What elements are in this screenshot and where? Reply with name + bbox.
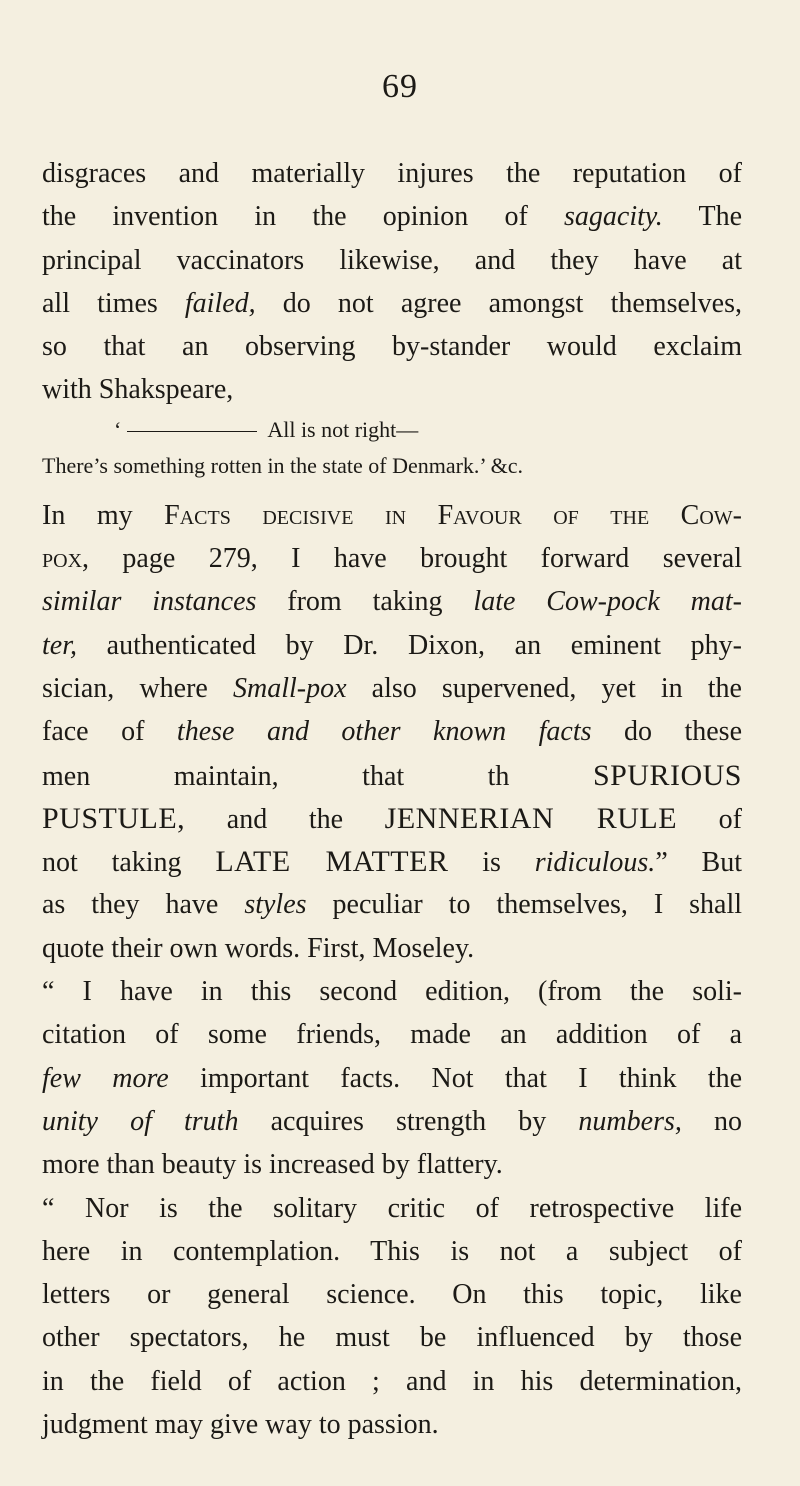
text-run: no (681, 1105, 742, 1137)
text-run: face of (42, 716, 177, 748)
text-run: as they have (42, 889, 245, 921)
text-line (42, 494, 742, 537)
text-run: do these (591, 716, 743, 748)
text-line (42, 368, 742, 411)
text-line (42, 754, 742, 797)
italic-run: ter, (42, 629, 77, 661)
text-line (42, 970, 742, 1013)
text-run: here in contemplation. This is not a subject of (42, 1235, 742, 1267)
quote-dash-rule (127, 431, 257, 432)
text-run: authenticated by Dr. Dixon, an eminent phy- (77, 629, 742, 661)
text-line (42, 1057, 742, 1100)
quote-line-1-text: All is not right— (267, 416, 419, 442)
text-line (42, 624, 742, 667)
text-line (42, 195, 742, 238)
text-run: “ Nor is the solitary critic of retrospective life (42, 1192, 742, 1224)
page-number: 69 (382, 68, 418, 105)
capitals-run: LATE MATTER (215, 845, 449, 879)
text-run: all times (42, 287, 185, 319)
text-run: other spectators, he must be influenced by those (42, 1322, 742, 1354)
text-line (42, 537, 742, 580)
capitals-run: SPURIOUS (592, 758, 742, 792)
text-run: principal vaccinators likewise, and they have at (42, 244, 742, 276)
text-run: is (448, 847, 535, 879)
text-run: from taking (256, 586, 474, 618)
text-line (42, 927, 742, 970)
text-run: In my (42, 499, 165, 531)
small-caps-run: pox, (42, 543, 90, 575)
text-run: quote their own words. First, Moseley. (42, 932, 475, 964)
text-line (42, 325, 742, 368)
italic-run: sagacity. (564, 201, 663, 233)
text-run: judgment may give way to passion. (42, 1409, 439, 1441)
text-line (42, 1143, 742, 1186)
quote-line-1 (42, 412, 742, 448)
italic-run: similar instances (42, 586, 257, 618)
italic-run: styles (244, 889, 307, 921)
italic-run: ridiculous. (534, 847, 656, 879)
capitals-run: JENNERIAN RULE (384, 801, 678, 835)
italic-run: these and other known facts (176, 716, 592, 748)
text-run: so that an observing by-stander would exclaim (42, 331, 742, 363)
text-line (42, 1013, 742, 1056)
quote-line-2: There’s something rotten in the state of Denmark.’ &c. (42, 452, 524, 478)
text-run: peculiar to themselves, I shall (306, 889, 742, 921)
text-line (42, 1100, 742, 1143)
text-run: important facts. Not that I think the (168, 1062, 742, 1094)
paragraph-facts (42, 494, 742, 1447)
italic-run: unity of truth (42, 1105, 239, 1137)
text-run: do not agree amongst themselves, (255, 287, 742, 319)
paragraph-shakspeare (42, 152, 742, 412)
text-run: with Shakspeare, (42, 374, 234, 406)
small-caps-run: Facts decisive in Favour of the Cow- (164, 499, 742, 531)
text-run: letters or general science. On this topic, like (42, 1279, 742, 1311)
text-run: sician, where (42, 672, 233, 704)
text-run: ” But (655, 847, 742, 879)
text-run: disgraces and materially injures the reputation of (42, 158, 742, 189)
text-run: of (677, 803, 743, 835)
text-run: page 279, I have brought forward several (89, 543, 742, 575)
text-run: in the field of action ; and in his determination, (42, 1365, 742, 1397)
text-line (42, 239, 742, 282)
quote-open-mark: ‘ (114, 416, 122, 442)
capitals-run: PUSTULE, (42, 801, 186, 835)
text-line (42, 580, 742, 623)
text-run: The (662, 201, 743, 233)
italic-run: few more (42, 1062, 169, 1094)
text-run: more than beauty is increased by flattery. (42, 1149, 503, 1181)
italic-run: numbers, (578, 1105, 682, 1137)
text-run: acquires strength by (238, 1105, 579, 1137)
text-line (42, 710, 742, 753)
text-line (42, 1403, 742, 1446)
text-line (42, 667, 742, 710)
italic-run: Small-pox (232, 672, 347, 704)
text-run: men maintain, that th (42, 760, 593, 792)
italic-run: late Cow-pock mat- (473, 586, 742, 618)
text-run: “ I have in this second edition, (from the soli- (42, 976, 742, 1008)
text-line (42, 1316, 742, 1359)
text-run: not taking (42, 847, 216, 879)
text-run: the invention in the opinion of (42, 201, 565, 233)
text-run: also supervened, yet in the (346, 672, 742, 704)
text-line (42, 1273, 742, 1316)
italic-run: failed, (184, 287, 256, 319)
text-line (42, 840, 742, 883)
text-line (42, 282, 742, 325)
text-line (42, 152, 742, 195)
text-line (42, 883, 742, 926)
body-text (42, 152, 742, 1446)
text-line (42, 1230, 742, 1273)
text-line (42, 797, 742, 840)
text-run: and the (185, 803, 385, 835)
text-line (42, 1360, 742, 1403)
text-run: citation of some friends, made an addition of a (42, 1019, 742, 1051)
text-line (42, 1187, 742, 1230)
